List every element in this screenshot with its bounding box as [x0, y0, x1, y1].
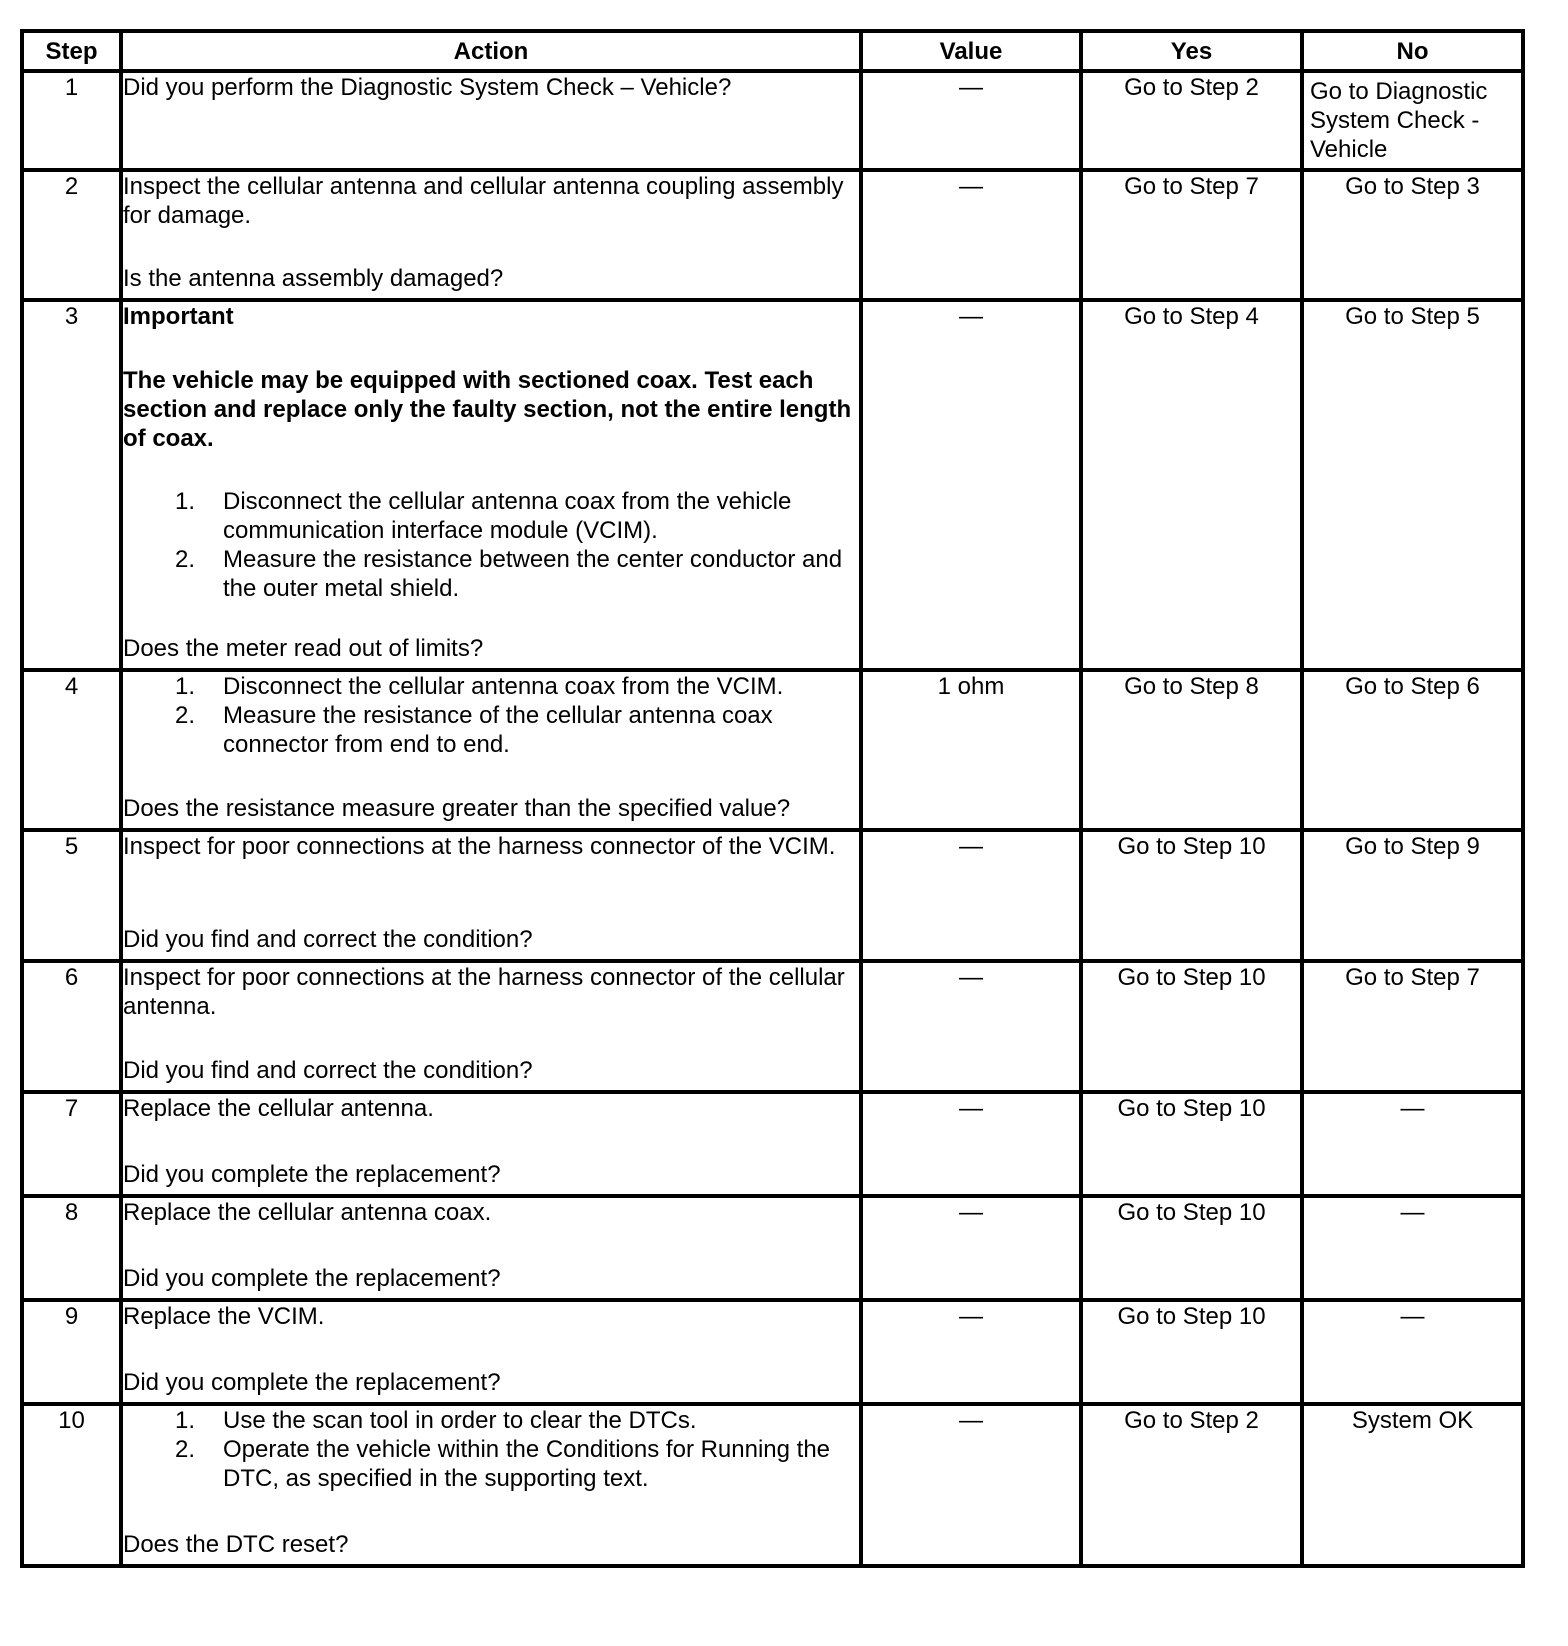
action-cell: [121, 961, 861, 1092]
step-number: 3: [22, 300, 121, 670]
no-cell: Go to Step 6: [1302, 670, 1523, 830]
action-cell: [121, 1092, 861, 1196]
list-item: 2. Measure the resistance of the cellular antenna coax connector from end to end.: [174, 702, 773, 758]
action-question: Does the DTC reset?: [123, 1531, 349, 1558]
action-cell: [121, 670, 861, 830]
action-cell: [121, 1196, 861, 1300]
action-question: Did you complete the replacement?: [123, 1265, 501, 1292]
yes-cell: Go to Step 2: [1081, 1404, 1302, 1566]
no-cell: —: [1302, 1300, 1523, 1404]
value-cell: —: [861, 1196, 1081, 1300]
action-text: Inspect for poor connections at the harness connector of the VCIM.: [123, 833, 836, 860]
value-cell: —: [861, 830, 1081, 961]
table-row: [22, 1404, 1523, 1566]
action-text: Inspect for poor connections at the harness connector of the cellular antenna.: [123, 964, 845, 1020]
no-cell: Go to Step 9: [1302, 830, 1523, 961]
step-number: 6: [22, 961, 121, 1092]
list-item: 1. Disconnect the cellular antenna coax from the vehicle communication interface module (VCIM).: [174, 488, 792, 544]
table-row: [22, 300, 1523, 670]
action-question: Is the antenna assembly damaged?: [123, 265, 504, 292]
yes-cell: Go to Step 4: [1081, 300, 1302, 670]
important-label: Important: [123, 303, 234, 330]
list-item: 1. Use the scan tool in order to clear the DTCs.: [174, 1407, 697, 1434]
action-question: Did you complete the replacement?: [123, 1369, 501, 1396]
list-item: 2. Measure the resistance between the center conductor and the outer metal shield.: [174, 546, 843, 602]
yes-cell: Go to Step 10: [1081, 830, 1302, 961]
step-number: 4: [22, 670, 121, 830]
action-text: Replace the cellular antenna coax.: [123, 1199, 492, 1226]
yes-cell: Go to Step 8: [1081, 670, 1302, 830]
action-cell: [121, 71, 861, 170]
action-cell: [121, 1404, 861, 1566]
action-question: Did you complete the replacement?: [123, 1161, 501, 1188]
step-number: 9: [22, 1300, 121, 1404]
step-number: 2: [22, 170, 121, 300]
action-question: Does the meter read out of limits?: [123, 635, 484, 662]
step-number: 10: [22, 1404, 121, 1566]
action-question: Did you find and correct the condition?: [123, 926, 533, 953]
diagnostic-table: [20, 29, 1525, 1568]
table-row: [22, 1196, 1523, 1300]
table-row: [22, 670, 1523, 830]
no-cell: —: [1302, 1092, 1523, 1196]
action-cell: [121, 830, 861, 961]
action-text: Replace the VCIM.: [123, 1303, 325, 1330]
action-question: Did you find and correct the condition?: [123, 1057, 533, 1084]
table-row: [22, 961, 1523, 1092]
no-cell: —: [1302, 1196, 1523, 1300]
header-value: Value: [861, 31, 1081, 71]
action-text: Replace the cellular antenna.: [123, 1095, 434, 1122]
action-cell: [121, 300, 861, 670]
action-cell: [121, 1300, 861, 1404]
header-action: Action: [121, 31, 861, 71]
table-row: [22, 170, 1523, 300]
no-cell: Go to Step 5: [1302, 300, 1523, 670]
yes-cell: Go to Step 10: [1081, 1196, 1302, 1300]
no-cell: Go to Diagnostic System Check - Vehicle: [1302, 71, 1523, 170]
yes-cell: Go to Step 10: [1081, 961, 1302, 1092]
important-note: The vehicle may be equipped with sectioned coax. Test each section and replace only the faulty section, not the entire length of coax.: [123, 367, 852, 452]
header-row: [22, 31, 1523, 71]
header-yes: Yes: [1081, 31, 1302, 71]
step-number: 7: [22, 1092, 121, 1196]
header-no: No: [1302, 31, 1523, 71]
yes-cell: Go to Step 2: [1081, 71, 1302, 170]
no-cell: Go to Step 3: [1302, 170, 1523, 300]
list-item: 1. Disconnect the cellular antenna coax from the VCIM.: [174, 673, 784, 700]
no-cell: Go to Step 7: [1302, 961, 1523, 1092]
value-cell: —: [861, 1092, 1081, 1196]
yes-cell: Go to Step 7: [1081, 170, 1302, 300]
value-cell: —: [861, 71, 1081, 170]
value-cell: —: [861, 961, 1081, 1092]
step-number: 8: [22, 1196, 121, 1300]
table-row: [22, 830, 1523, 961]
action-cell: [121, 170, 861, 300]
yes-cell: Go to Step 10: [1081, 1092, 1302, 1196]
step-number: 1: [22, 71, 121, 170]
yes-cell: Go to Step 10: [1081, 1300, 1302, 1404]
action-question: Does the resistance measure greater than the specified value?: [123, 795, 791, 822]
header-step: Step: [22, 31, 121, 71]
action-question: Did you perform the Diagnostic System Check – Vehicle?: [123, 74, 732, 101]
table-row: [22, 71, 1523, 170]
action-text: Inspect the cellular antenna and cellular antenna coupling assembly for damage.: [123, 173, 844, 229]
step-number: 5: [22, 830, 121, 961]
value-cell: 1 ohm: [861, 670, 1081, 830]
table-row: [22, 1092, 1523, 1196]
value-cell: —: [861, 300, 1081, 670]
table-row: [22, 1300, 1523, 1404]
no-cell: System OK: [1302, 1404, 1523, 1566]
value-cell: —: [861, 1404, 1081, 1566]
value-cell: —: [861, 1300, 1081, 1404]
list-item: 2. Operate the vehicle within the Conditions for Running the DTC, as specified in the supporting text.: [174, 1436, 831, 1492]
value-cell: —: [861, 170, 1081, 300]
